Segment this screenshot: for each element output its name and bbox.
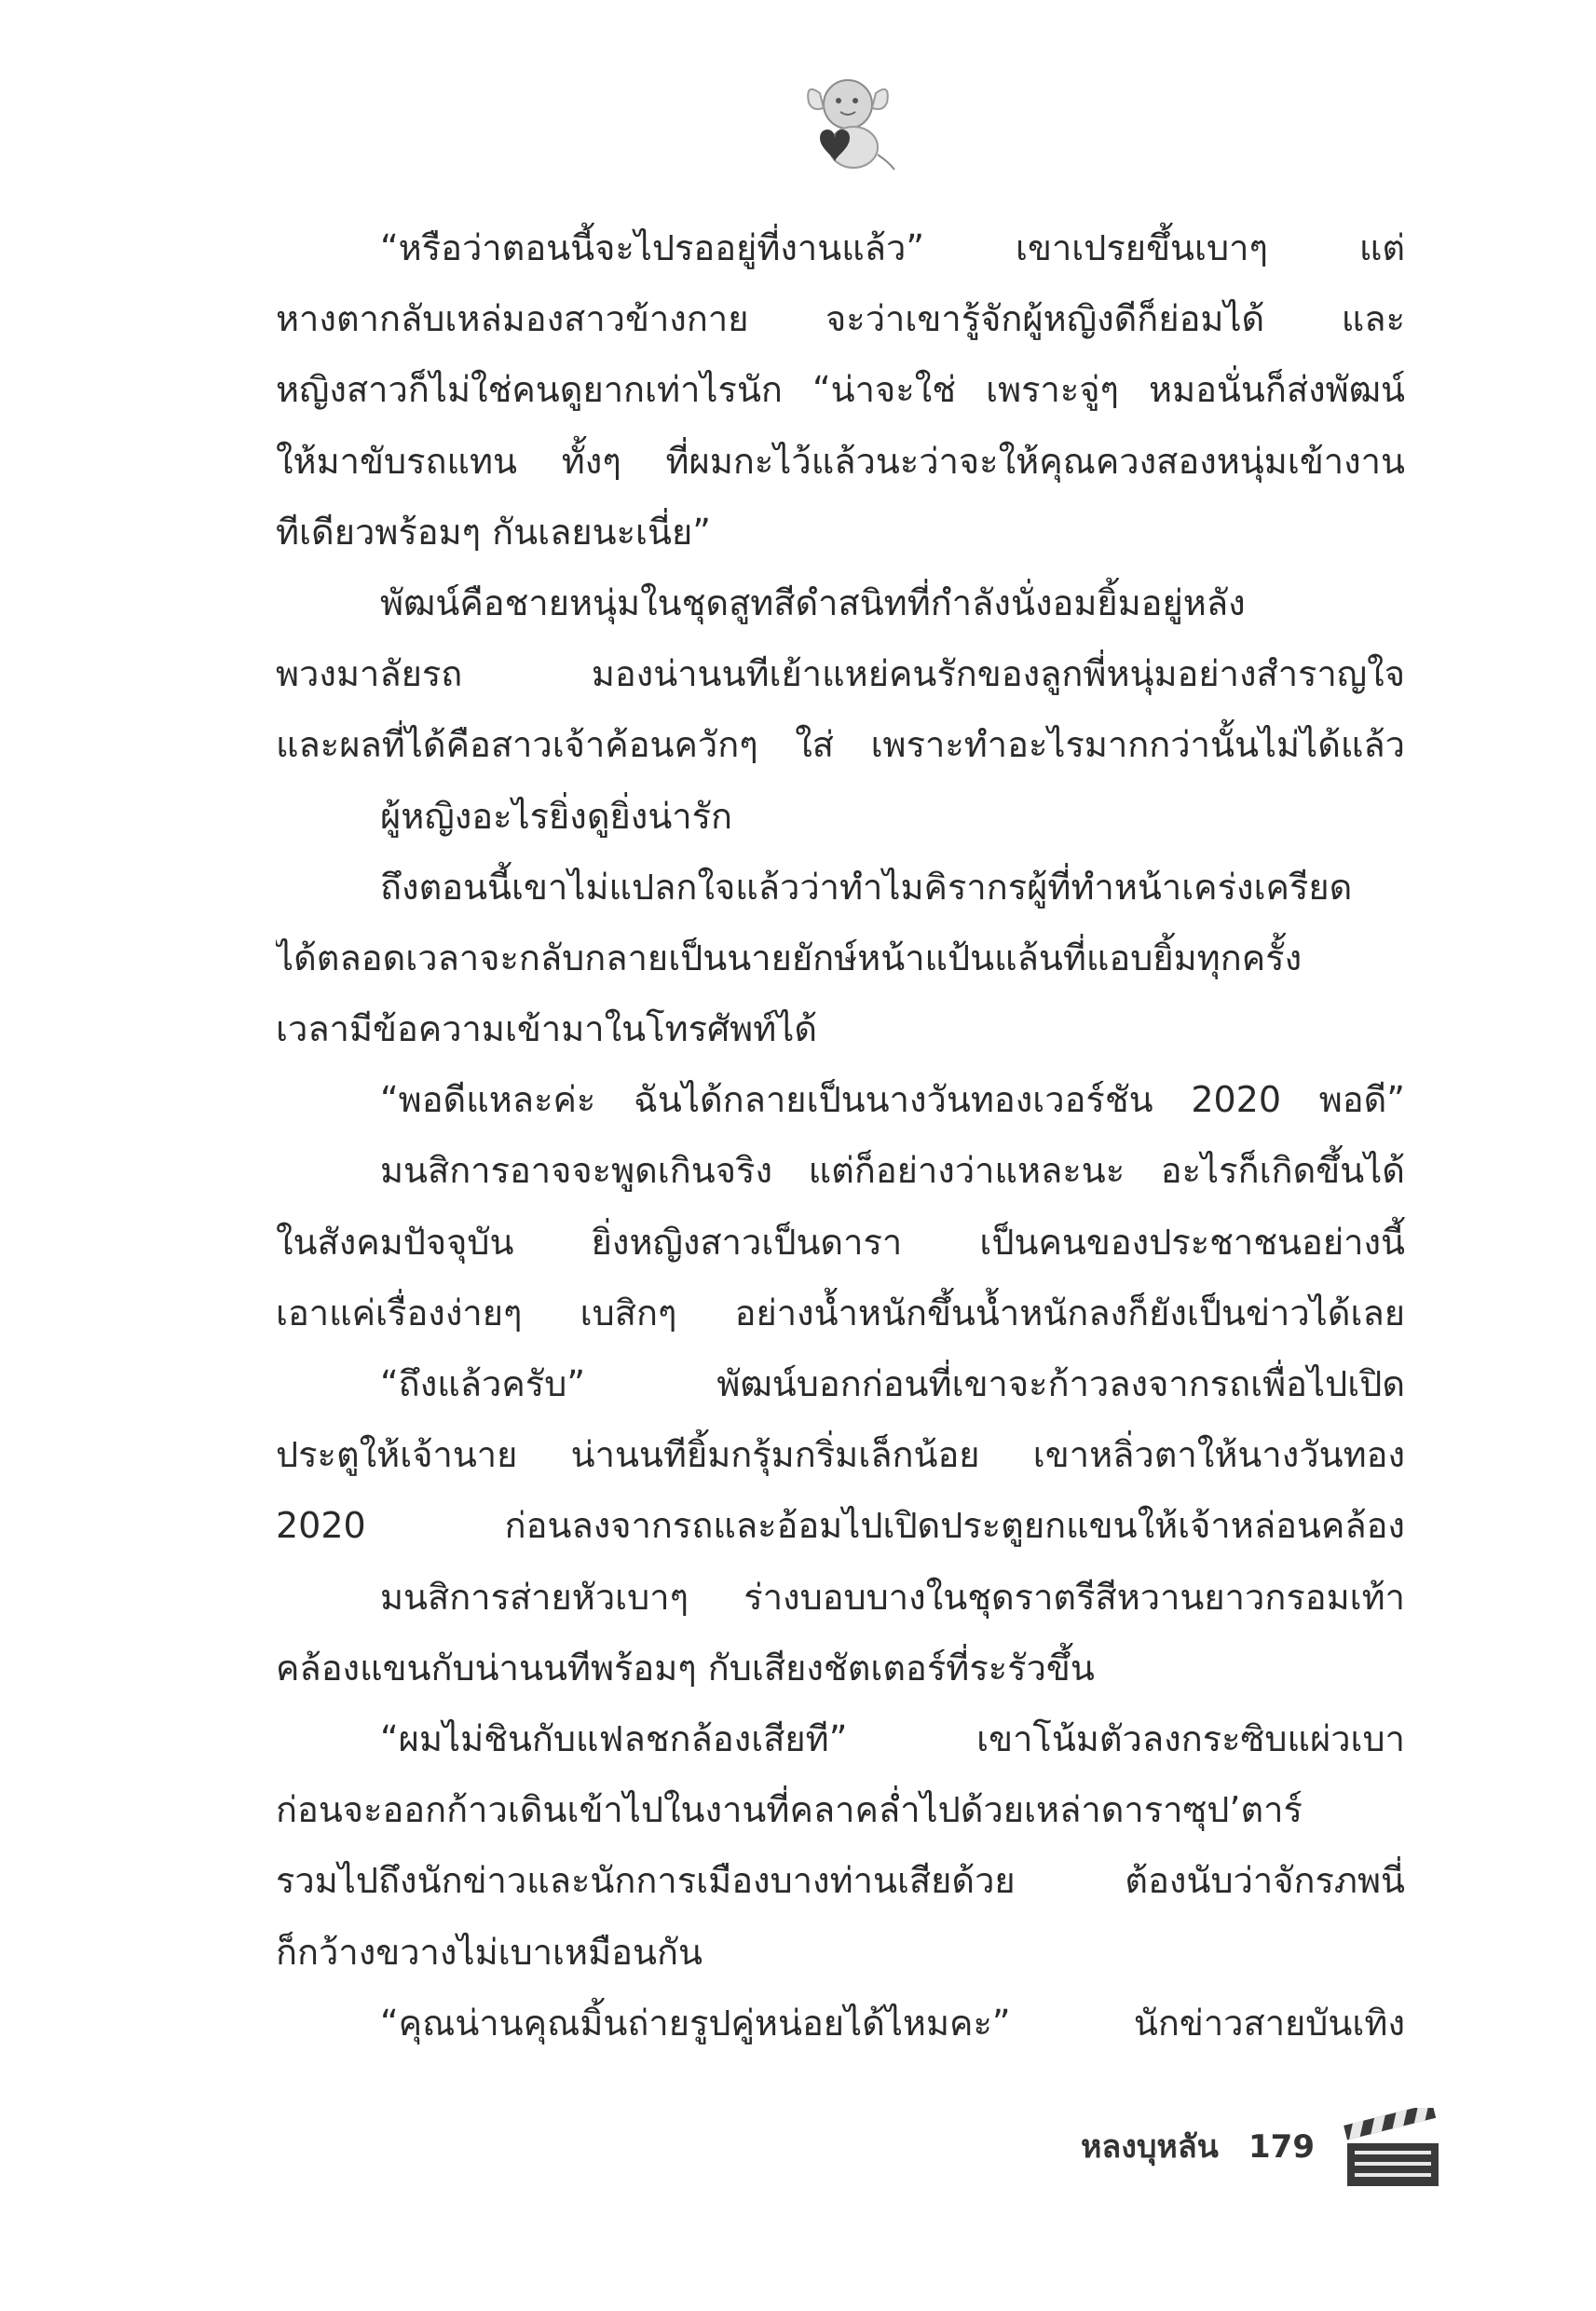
text-line: และผลที่ได้คือสาวเจ้าค้อนควักๆ ใส่ เพราะทำอะไรมากกว่านั้นไม่ได้แล้ว	[276, 724, 1405, 766]
text-line: “พอดีแหละค่ะ ฉันได้กลายเป็นนางวันทองเวอร์ชัน 2020 พอดี”	[380, 1079, 1405, 1121]
text-line: ประตูให้เจ้านาย น่านนทียิ้มกรุ้มกริ่มเล็กน้อย เขาหลิ่วตาให้นางวันทอง	[276, 1434, 1405, 1476]
text-line: “ผมไม่ชินกับแฟลชกล้องเสียที” เขาโน้มตัวลงกระซิบแผ่วเบา	[380, 1717, 1405, 1759]
text-line: ผู้หญิงอะไรยิ่งดูยิ่งน่ารัก	[380, 795, 733, 837]
text-line: 2020 ก่อนลงจากรถและอ้อมไปเปิดประตูยกแขนให้เจ้าหล่อนคล้อง	[276, 1505, 1405, 1547]
text-line: ทีเดียวพร้อมๆ กันเลยนะเนี่ย”	[276, 511, 711, 553]
text-line: ก่อนจะออกก้าวเดินเข้าไปในงานที่คลาคล่ำไปด้วยเหล่าดาราซุป’ตาร์	[276, 1789, 1303, 1831]
body-text	[276, 212, 1405, 2058]
text-line: ก็กว้างขวางไม่เบาเหมือนกัน	[276, 1931, 703, 1973]
text-line: ในสังคมปัจจุบัน ยิ่งหญิงสาวเป็นดารา เป็นคนของประชาชนอย่างนี้	[276, 1221, 1405, 1263]
text-line: มนสิการส่ายหัวเบาๆ ร่างบอบบางในชุดราตรีสีหวานยาวกรอมเท้า	[380, 1576, 1405, 1618]
text-line: ให้มาขับรถแทน ทั้งๆ ที่ผมกะไว้แล้วนะว่าจะให้คุณควงสองหนุ่มเข้างาน	[276, 440, 1405, 482]
text-line: “หรือว่าตอนนี้จะไปรออยู่ที่งานแล้ว” เขาเปรยขึ้นเบาๆ แต่	[380, 227, 1405, 268]
text-line: หางตากลับเหล่มองสาวข้างกาย จะว่าเขารู้จักผู้หญิงดีก็ย่อมได้ และ	[276, 298, 1405, 340]
text-line: รวมไปถึงนักข่าวและนักการเมืองบางท่านเสียด้วย ต้องนับว่าจักรภพนี่	[276, 1860, 1405, 1902]
text-line: พัฒน์คือชายหนุ่มในชุดสูทสีดำสนิทที่กำลังนั่งอมยิ้มอยู่หลัง	[380, 581, 1246, 623]
cupid-heart-icon	[792, 65, 904, 177]
text-line: “คุณน่านคุณมิ้นถ่ายรูปคู่หน่อยได้ไหมคะ” นักข่าวสายบันเทิง	[380, 2002, 1405, 2044]
book-title: หลงบุหลัน	[1081, 2128, 1219, 2166]
text-line: เวลามีข้อความเข้ามาในโทรศัพท์ได้	[276, 1008, 818, 1050]
film-clapperboard-icon	[1342, 2108, 1444, 2192]
text-line: คล้องแขนกับน่านนทีพร้อมๆ กับเสียงชัตเตอร์ที่ระรัวขึ้น	[276, 1647, 1095, 1689]
text-line: ได้ตลอดเวลาจะกลับกลายเป็นนายยักษ์หน้าแป้นแล้นที่แอบยิ้มทุกครั้ง	[276, 937, 1303, 978]
text-line: “ถึงแล้วครับ” พัฒน์บอกก่อนที่เขาจะก้าวลงจากรถเพื่อไปเปิด	[380, 1363, 1405, 1404]
page-footer	[1062, 2108, 1453, 2192]
text-line: ถึงตอนนี้เขาไม่แปลกใจแล้วว่าทำไมคิรากรผู้ที่ทำหน้าเคร่งเครียด	[380, 866, 1353, 908]
page-number: 179	[1248, 2128, 1315, 2166]
text-line: หญิงสาวก็ไม่ใช่คนดูยากเท่าไรนัก “น่าจะใช่ เพราะจู่ๆ หมอนั่นก็ส่งพัฒน์	[276, 369, 1405, 411]
text-line: เอาแค่เรื่องง่ายๆ เบสิกๆ อย่างน้ำหนักขึ้นน้ำหนักลงก็ยังเป็นข่าวได้เลย	[276, 1292, 1405, 1333]
text-line: พวงมาลัยรถ มองน่านนทีเย้าแหย่คนรักของลูกพี่หนุ่มอย่างสำราญใจ	[276, 653, 1405, 695]
text-line: มนสิการอาจจะพูดเกินจริง แต่ก็อย่างว่าแหละนะ อะไรก็เกิดขึ้นได้	[380, 1150, 1405, 1192]
